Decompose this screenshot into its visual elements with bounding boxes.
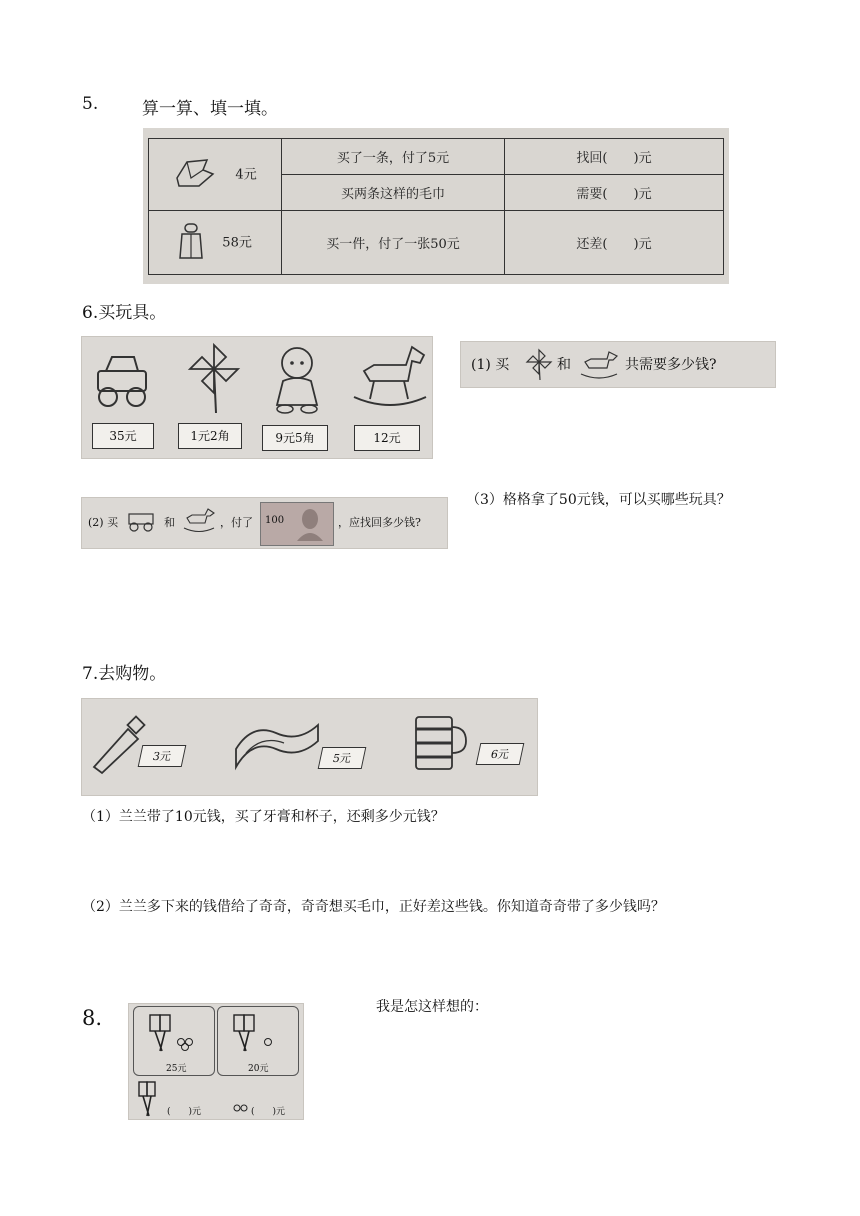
q6-sub1-and: 和 [557, 357, 571, 373]
q6-title: 6.买玩具。 [82, 303, 167, 323]
price-tag-horse: 12元 [354, 425, 420, 451]
q8-blank2: ( )元 [251, 1107, 286, 1117]
price-tag-pinwheel: 1元2角 [178, 423, 242, 449]
toy-car-icon [92, 351, 152, 415]
banknote-value: 100 [265, 515, 285, 526]
q5-title: 算一算、填一填。 [142, 99, 278, 119]
q7-sub1: （1）兰兰带了10元钱，买了牙膏和杯子，还剩多少元钱？ [82, 809, 445, 825]
q6-sub2-paid: ，付了 [220, 516, 253, 529]
q5-coat-price: 58元 [222, 235, 252, 250]
q8-box1 [133, 1006, 215, 1076]
q6-sub2-suffix: ，应找回多少钱? [338, 516, 421, 529]
q8-blank1: ( )元 [167, 1107, 202, 1117]
q8-thinking-label: 我是怎这样想的： [376, 999, 488, 1015]
pinwheel-icon [525, 348, 553, 384]
towel-icon [173, 156, 217, 194]
q5-cell-r1c1: 买了一条，付了5元 [282, 139, 505, 175]
q5-table [148, 138, 724, 275]
shuttlecock-icon [262, 1037, 274, 1050]
q7-sub2: （2）兰兰多下来的钱借给了奇奇，奇奇想买毛巾，正好差这些钱。你知道奇奇带了多少钱吗？ [82, 899, 665, 915]
q7-title: 7.去购物。 [82, 664, 167, 684]
towel-icon [232, 719, 322, 783]
racket-icon [230, 1013, 260, 1056]
q5-table-photo [143, 128, 729, 284]
racket-icon [135, 1080, 161, 1121]
price-tag-car: 35元 [92, 423, 154, 449]
price-tag-towel: 5元 [318, 747, 367, 769]
price-tag-toothpaste: 3元 [138, 745, 187, 767]
q5-number: 5. [82, 94, 99, 114]
rocking-horse-icon [182, 506, 216, 537]
q5-cell-r3c1: 买一件，付了一张50元 [282, 211, 505, 275]
toy-car-icon [126, 506, 156, 535]
q5-cell-r1c2: 找回( )元 [505, 139, 724, 175]
price-tag-doll: 9元5角 [262, 425, 328, 451]
cup-icon [412, 713, 468, 777]
q6-sub1-prefix: (1) 买 [471, 357, 510, 373]
rocking-horse-icon [579, 348, 619, 384]
shuttlecock-icon [233, 1103, 249, 1116]
q5-towel-cell [149, 139, 282, 211]
q8-box2-price: 20元 [248, 1064, 269, 1074]
q5-cell-r2c1: 买两条这样的毛巾 [282, 175, 505, 211]
q6-sub3: （3）格格拿了50元钱，可以买哪些玩具？ [466, 492, 731, 508]
q5-cell-r3c2: 还差( )元 [505, 211, 724, 275]
shuttlecock-icon [176, 1037, 194, 1054]
q5-cell-r2c2: 需要( )元 [505, 175, 724, 211]
toothpaste-icon [88, 713, 148, 777]
q8-number: 8. [82, 1006, 103, 1030]
q8-photo [128, 1003, 304, 1120]
pinwheel-icon [186, 341, 242, 417]
q5-coat-cell [149, 211, 282, 275]
q6-sub2-photo [81, 497, 448, 549]
q8-box1-price: 25元 [166, 1064, 187, 1074]
q7-items-photo [81, 698, 538, 796]
q6-sub2-prefix: (2) 买 [88, 516, 119, 529]
q6-sub1-photo [460, 341, 776, 388]
q6-toys-photo [81, 336, 433, 459]
q6-sub1-suffix: 共需要多少钱? [625, 357, 717, 373]
q8-box2 [217, 1006, 299, 1076]
doll-icon [267, 343, 327, 419]
coat-icon [178, 222, 204, 264]
price-tag-cup: 6元 [476, 743, 525, 765]
racket-icon [146, 1013, 176, 1056]
rocking-horse-icon [350, 341, 430, 417]
banknote-icon [260, 502, 334, 546]
q5-towel-price: 4元 [235, 167, 257, 182]
q6-sub2-and: 和 [164, 516, 175, 529]
